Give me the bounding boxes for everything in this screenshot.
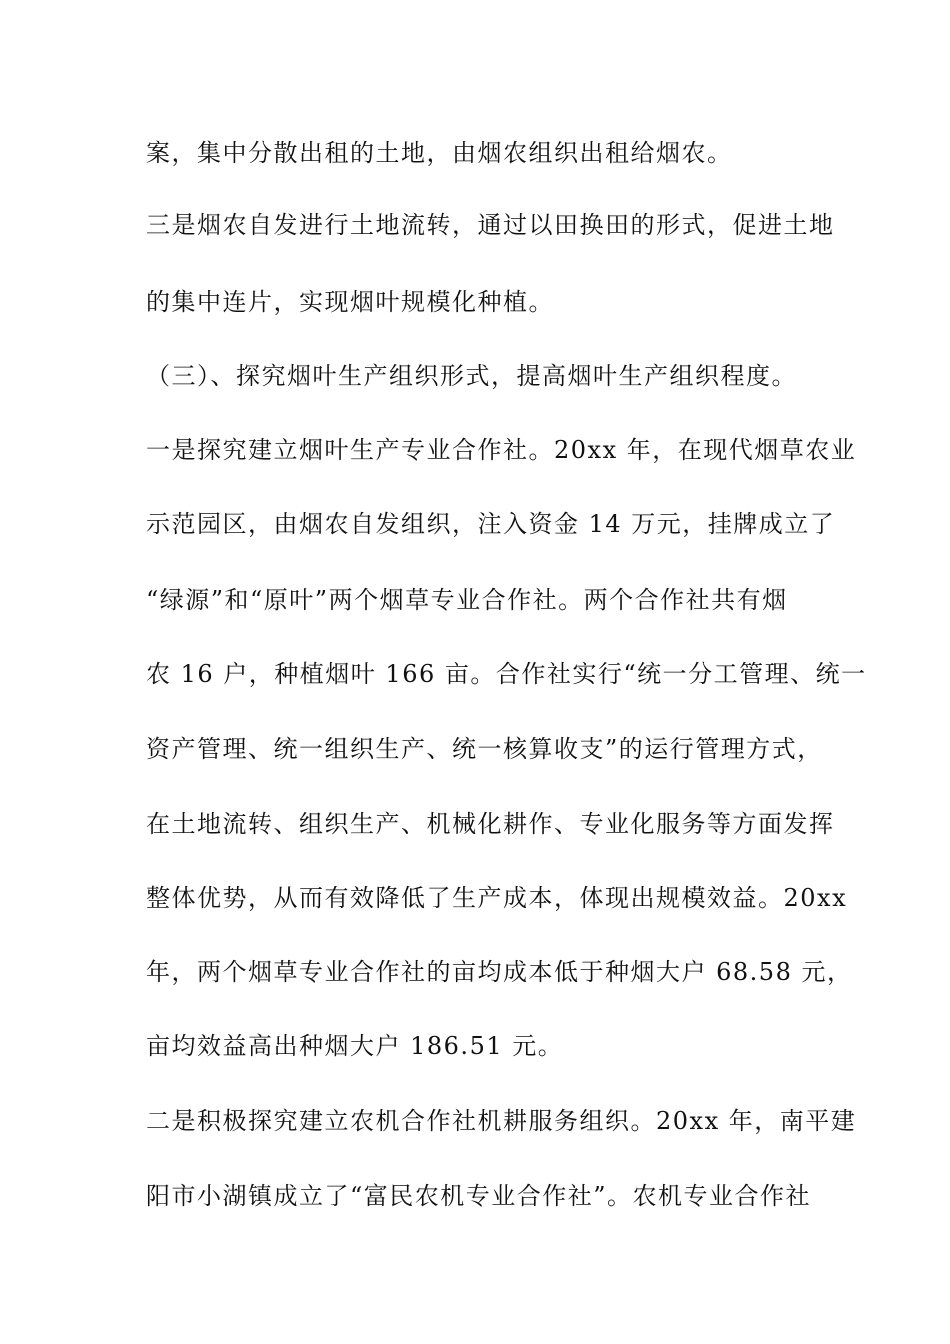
text-line: 案，集中分散出租的土地，由烟农组织出租给烟农。 [146,139,733,167]
text-line: 农 16 户，种植烟叶 166 亩。合作社实行“统一分工管理、统一 [146,660,867,688]
text-line: 一是探究建立烟叶生产专业合作社。20xx 年，在现代烟草农业 [146,436,857,464]
text-line: 年，两个烟草专业合作社的亩均成本低于种烟大户 68.58 元， [146,958,853,986]
text-line: “绿源”和“原叶”两个烟草专业合作社。两个合作社共有烟 [146,586,788,614]
text-line: 的集中连片，实现烟叶规模化种植。 [146,288,554,316]
section-heading: （三）、探究烟叶生产组织形式，提高烟叶生产组织程度。 [146,362,797,390]
text-line: 阳市小湖镇成立了“富民农机专业合作社”。农机专业合作社 [146,1182,812,1210]
text-line: 亩均效益高出种烟大户 186.51 元。 [146,1032,564,1060]
text-line: 三是烟农自发进行土地流转，通过以田换田的形式，促进土地 [146,211,835,239]
text-line: 在土地流转、组织生产、机械化耕作、专业化服务等方面发挥 [146,810,835,838]
text-line: 整体优势，从而有效降低了生产成本，体现出规模效益。20xx [146,884,848,912]
text-line: 示范园区，由烟农自发组织，注入资金 14 万元，挂牌成立了 [146,510,836,538]
text-line: 二是积极探究建立农机合作社机耕服务组织。20xx 年，南平建 [146,1107,857,1135]
text-line: 资产管理、统一组织生产、统一核算收支”的运行管理方式， [146,735,823,763]
